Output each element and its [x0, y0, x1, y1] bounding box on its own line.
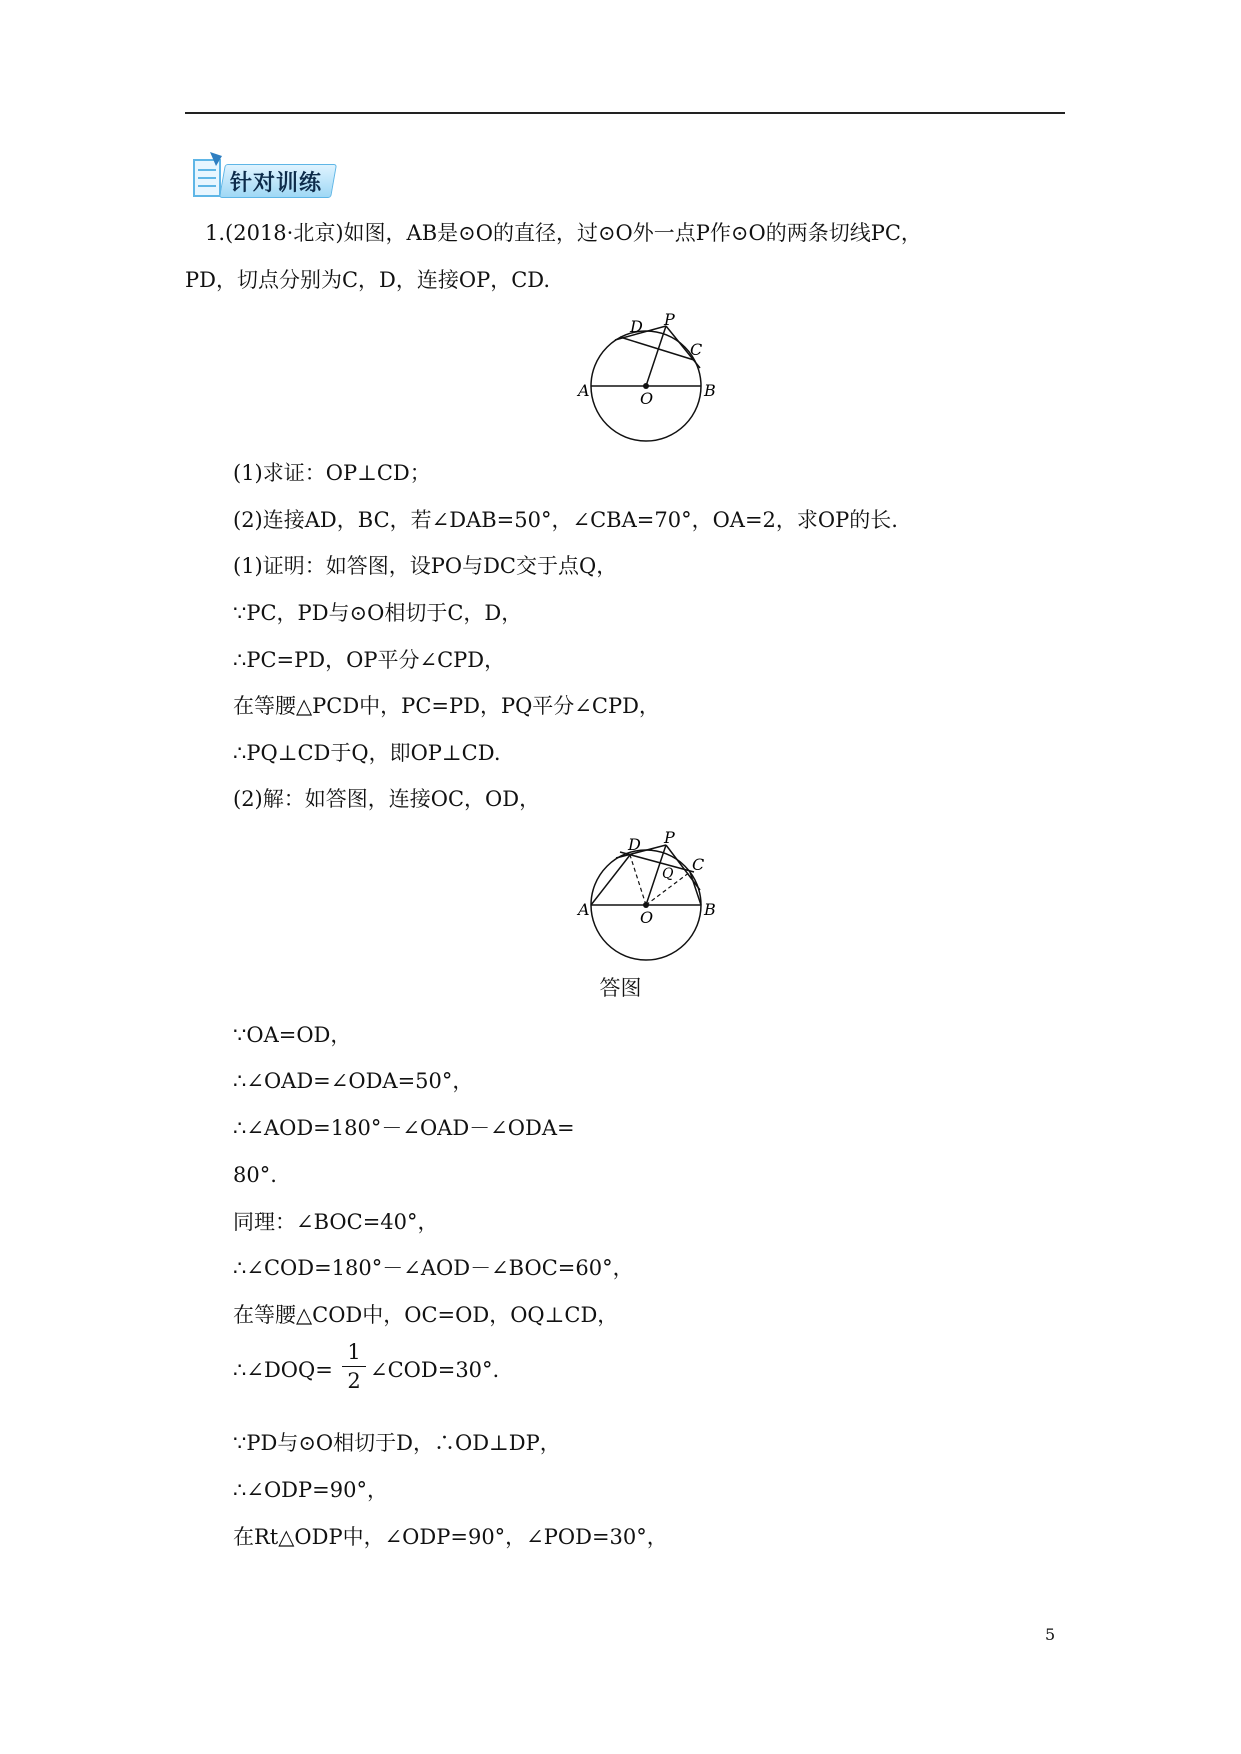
problem-part-1: (1)求证：OP⊥CD；: [233, 461, 431, 485]
problem-stem-line-2: PD，切点分别为C，D，连接OP，CD.: [185, 268, 551, 292]
problem-part-2: (2)连接AD，BC，若∠DAB=50°，∠CBA=70°，OA=2，求OP的长.: [233, 508, 898, 532]
problem-figure: [570, 305, 730, 455]
solution-line: (1)证明：如答图，设PO与DC交于点Q，: [233, 554, 618, 578]
fraction-suffix: ∠COD=30°.: [370, 1358, 500, 1382]
fraction-one-half: [342, 1340, 366, 1393]
fig2-label-a: A: [578, 900, 590, 919]
solution-line: 在Rt△ODP中，∠ODP=90°，∠POD=30°，: [233, 1525, 668, 1549]
solution-line: ∴∠AOD=180°－∠OAD－∠ODA=: [233, 1116, 575, 1140]
fig2-label-d: D: [628, 835, 641, 854]
fig1-label-b: B: [704, 381, 716, 400]
figure-caption: 答图: [599, 976, 642, 1000]
solution-line: ∴∠ODP=90°，: [233, 1478, 388, 1502]
fraction-denominator: 2: [347, 1369, 361, 1393]
solution-line: ∴∠COD=180°－∠AOD－∠BOC=60°，: [233, 1256, 634, 1280]
solution-line: ∵OA=OD，: [233, 1023, 352, 1047]
solution-line: ∵PD与⊙O相切于D，∴OD⊥DP，: [233, 1431, 561, 1455]
fig1-label-a: A: [578, 381, 590, 400]
fig2-label-b: B: [704, 900, 716, 919]
solution-line: 在等腰△PCD中，PC=PD，PQ平分∠CPD，: [233, 694, 660, 718]
solution-line: ∴PQ⊥CD于Q，即OP⊥CD.: [233, 741, 501, 765]
solution-line: ∴∠OAD=∠ODA=50°，: [233, 1069, 474, 1093]
solution-line: (2)解：如答图，连接OC，OD，: [233, 787, 541, 811]
solution-line: 在等腰△COD中，OC=OD，OQ⊥CD，: [233, 1303, 619, 1327]
fig1-label-d: D: [630, 317, 643, 336]
fraction-prefix: ∴∠DOQ=: [233, 1358, 333, 1382]
answer-figure: [570, 825, 730, 965]
solution-line: 80°.: [233, 1163, 277, 1187]
section-badge-label: 针对训练: [230, 171, 323, 196]
solution-line: ∴PC=PD，OP平分∠CPD，: [233, 648, 506, 672]
fig2-label-c: C: [692, 855, 705, 874]
fig1-label-c: C: [690, 340, 703, 359]
fig2-label-p: P: [664, 828, 675, 847]
fig2-label-o: O: [640, 908, 654, 927]
header-rule: [185, 112, 1065, 114]
fig2-label-q: Q: [662, 866, 674, 882]
fig1-label-o: O: [640, 389, 654, 408]
problem-stem-line-1: 1.(2018·北京)如图，AB是⊙O的直径，过⊙O外一点P作⊙O的两条切线PC，: [205, 221, 922, 245]
page-number: 5: [1045, 1625, 1056, 1644]
solution-line: 同理：∠BOC=40°，: [233, 1210, 439, 1234]
section-badge: [186, 150, 336, 202]
fraction-numerator: 1: [347, 1340, 361, 1364]
solution-line: ∵PC，PD与⊙O相切于C，D，: [233, 601, 523, 625]
fig1-label-p: P: [664, 310, 675, 329]
